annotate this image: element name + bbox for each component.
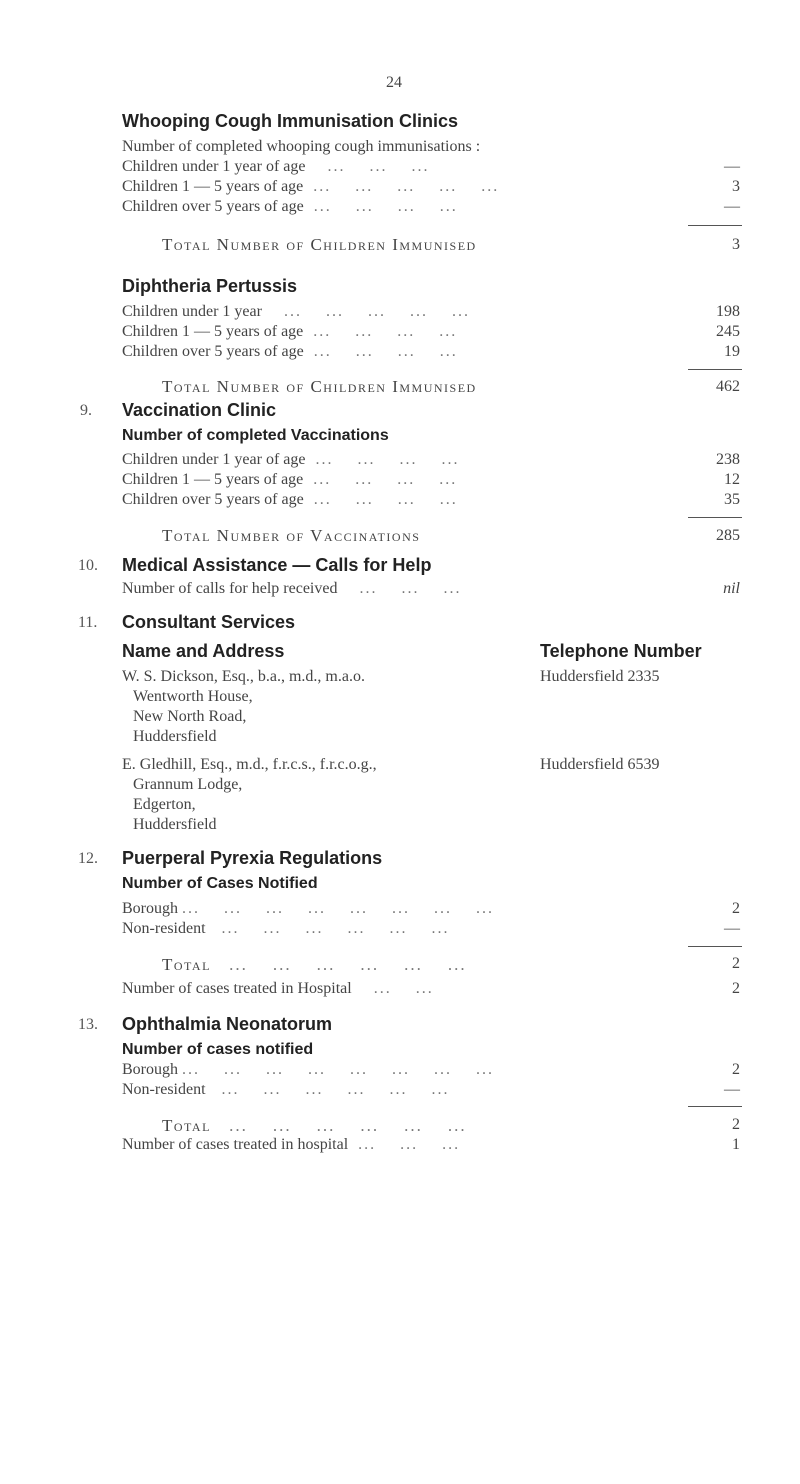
section-number: 10.: [78, 557, 98, 574]
divider: [688, 517, 742, 518]
row-label: Children over 5 years of age ... ... ... ...: [122, 198, 458, 215]
row-value: —: [724, 1081, 740, 1098]
section-title: Consultant Services: [122, 612, 296, 632]
consultant-phone: Huddersfield 6539: [540, 756, 660, 773]
section-subtitle: Number of Cases Notified: [122, 875, 318, 892]
row-label: Borough ... ... ... ... ... ... ... ...: [122, 1061, 494, 1078]
row-label: Children over 5 years of age ... ... ... ...: [122, 343, 458, 360]
consultant-address: Huddersfield: [133, 816, 217, 833]
consultant-name: E. Gledhill, Esq., m.d., f.r.c.s., f.r.c.o.g.,: [122, 756, 377, 773]
row-value: —: [724, 198, 740, 215]
row-label: Non-resident ... ... ... ... ... ...: [122, 1081, 450, 1098]
row-value: —: [724, 158, 740, 175]
row-label: Children 1 — 5 years of age ... ... ... ...: [122, 471, 458, 488]
divider: [688, 1106, 742, 1107]
row-value: 1: [732, 1136, 740, 1153]
row-value: 198: [716, 303, 740, 320]
total-label: Total Number of Children Immunised: [162, 377, 477, 396]
total-label: Total Number of Vaccinations: [162, 526, 421, 545]
total-label: Total Number of Children Immunised: [162, 235, 477, 254]
page-number: 24: [386, 74, 402, 91]
total-label: Total ... ... ... ... ... ...: [162, 955, 467, 974]
consultant-name: W. S. Dickson, Esq., b.a., m.d., m.a.o.: [122, 668, 365, 685]
row-label: Children under 1 year of age ... ... ... ...: [122, 451, 460, 468]
row-value: 19: [724, 343, 740, 360]
row-value: 2: [732, 1061, 740, 1078]
row-value: 3: [732, 178, 740, 195]
consultant-address: New North Road,: [133, 708, 247, 725]
divider: [688, 946, 742, 947]
row-label: Number of cases treated in Hospital ... ...: [122, 980, 434, 997]
row-value: nil: [723, 580, 740, 597]
section-title: Whooping Cough Immunisation Clinics: [122, 111, 458, 131]
row-value: 2: [732, 900, 740, 917]
consultant-address: Huddersfield: [133, 728, 217, 745]
row-label: Children 1 — 5 years of age ... ... ... ... ...: [122, 178, 500, 195]
total-label: Total ... ... ... ... ... ...: [162, 1116, 467, 1135]
total-value: 285: [716, 527, 740, 544]
row-value: 35: [724, 491, 740, 508]
section-number: 12.: [78, 850, 98, 867]
total-value: 2: [732, 955, 740, 972]
consultant-phone: Huddersfield 2335: [540, 668, 660, 685]
total-value: 2: [732, 1116, 740, 1133]
row-value: 2: [732, 980, 740, 997]
section-title: Vaccination Clinic: [122, 400, 277, 420]
section-number: 11.: [78, 614, 98, 631]
row-value: 245: [716, 323, 740, 340]
divider: [688, 225, 742, 226]
divider: [688, 369, 742, 370]
row-value: 12: [724, 471, 740, 488]
consultant-address: Edgerton,: [133, 796, 196, 813]
section-title: Ophthalmia Neonatorum: [122, 1014, 333, 1034]
total-value: 3: [732, 236, 740, 253]
row-value: 238: [716, 451, 740, 468]
section-title: Puerperal Pyrexia Regulations: [122, 848, 383, 868]
row-label: Children over 5 years of age ... ... ... ...: [122, 491, 458, 508]
row-label: Number of calls for help received ... ... ...: [122, 580, 462, 597]
row-label: Children under 1 year ... ... ... ... ...: [122, 303, 470, 320]
row-label: Children 1 — 5 years of age ... ... ... ...: [122, 323, 458, 340]
row-label: Non-resident ... ... ... ... ... ...: [122, 920, 450, 937]
section-number: 9.: [80, 402, 92, 419]
column-header-name: Name and Address: [122, 641, 285, 661]
consultant-address: Grannum Lodge,: [133, 776, 243, 793]
section-subtitle: Number of cases notified: [122, 1041, 314, 1058]
column-header-phone: Telephone Number: [540, 641, 702, 661]
section-subtitle: Number of completed whooping cough immunisations :: [122, 138, 481, 155]
total-value: 462: [716, 378, 740, 395]
section-title: Diphtheria Pertussis: [122, 276, 298, 296]
section-subtitle: Number of completed Vaccinations: [122, 427, 389, 444]
consultant-address: Wentworth House,: [133, 688, 253, 705]
section-number: 13.: [78, 1016, 98, 1033]
row-label: Children under 1 year of age ... ... ...: [122, 158, 430, 175]
row-label: Number of cases treated in hospital ... ... ...: [122, 1136, 461, 1153]
row-label: Borough ... ... ... ... ... ... ... ...: [122, 900, 494, 917]
row-value: —: [724, 920, 740, 937]
section-title: Medical Assistance — Calls for Help: [122, 555, 432, 575]
